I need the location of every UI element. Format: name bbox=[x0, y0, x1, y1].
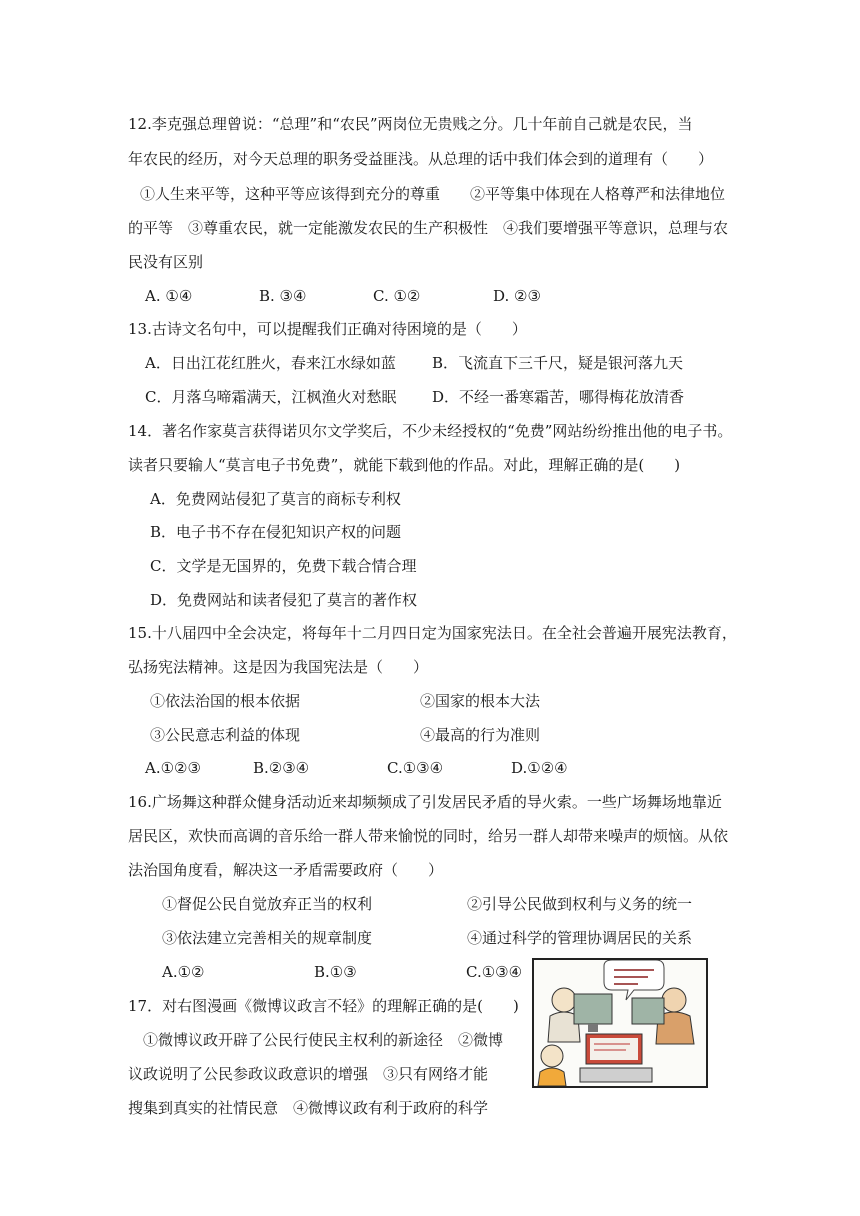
option-a[interactable]: A．免费网站侵犯了莫言的商标专利权 bbox=[150, 490, 401, 508]
statement-line: ①人生来平等，这种平等应该得到充分的尊重 ②平等集中体现在人格尊严和法律地位 bbox=[140, 185, 726, 203]
option-b[interactable]: B. ③④ bbox=[259, 287, 307, 305]
keyboard-icon bbox=[580, 1068, 652, 1082]
option-b[interactable]: B.①③ bbox=[314, 963, 357, 981]
option-a[interactable]: A.①② bbox=[162, 963, 205, 981]
speech-bubble bbox=[604, 960, 664, 1000]
option-c[interactable]: C. ①② bbox=[373, 287, 421, 305]
statement-item: ④最高的行为准则 bbox=[420, 726, 541, 744]
option-d[interactable]: D．不经一番寒霜苦，哪得梅花放清香 bbox=[432, 388, 685, 406]
citizen-head bbox=[541, 1045, 563, 1067]
option-c[interactable]: C.①③④ bbox=[387, 759, 444, 777]
statement-item: ①依法治国的根本依据 bbox=[150, 692, 301, 710]
statement-line: 民没有区别 bbox=[128, 253, 204, 271]
statement-item: ③公民意志利益的体现 bbox=[150, 726, 301, 744]
option-a[interactable]: A. ①④ bbox=[145, 287, 193, 305]
question-stem-line: 读者只要输人“莫言电子书免费”，就能下载到他的作品。对此，理解正确的是( ) bbox=[128, 456, 681, 474]
option-b[interactable]: B.②③④ bbox=[253, 759, 310, 777]
question-stem-line: 12.李克强总理曾说：“总理”和“农民”两岗位无贵贱之分。几十年前自己就是农民，当 bbox=[128, 115, 693, 133]
option-d[interactable]: D. ②③ bbox=[493, 287, 541, 305]
question-stem-line: 年农民的经历，对今天总理的职务受益匪浅。从总理的话中我们体会到的道理有（ ） bbox=[128, 150, 714, 168]
statement-item: ①督促公民自觉放弃正当的权利 bbox=[162, 895, 373, 913]
question-stem-line: 法治国角度看，解决这一矛盾需要政府（ ） bbox=[128, 861, 444, 879]
cartoon-drawing bbox=[534, 960, 706, 1086]
option-d[interactable]: D.①②④ bbox=[511, 759, 568, 777]
statement-line: ①微博议政开辟了公民行使民主权利的新途径 ②微博 bbox=[143, 1031, 504, 1049]
question-stem-line: 14．著名作家莫言获得诺贝尔文学奖后，不少未经授权的“免费”网站纷纷推出他的电子书。 bbox=[128, 422, 733, 440]
option-a[interactable]: A．日出江花红胜火，春来江水绿如蓝 bbox=[145, 354, 396, 372]
statement-line: 的平等 ③尊重农民，就一定能激发农民的生产积极性 ④我们要增强平等意识，总理与农 bbox=[128, 219, 729, 237]
option-c[interactable]: C．月落乌啼霜满天，江枫渔火对愁眠 bbox=[145, 388, 397, 406]
question-stem-line: 居民区，欢快而高调的音乐给一群人带来愉悦的同时，给另一群人却带来噪声的烦恼。从依 bbox=[128, 827, 729, 845]
monitor-icon bbox=[632, 998, 664, 1024]
option-c[interactable]: C．文学是无国界的，免费下载合情合理 bbox=[150, 557, 417, 575]
question-stem-line: 15.十八届四中全会决定，将每年十二月四日定为国家宪法日。在全社会普遍开展宪法教育， bbox=[128, 624, 737, 642]
statement-line: 搜集到真实的社情民意 ④微博议政有利于政府的科学 bbox=[128, 1099, 489, 1117]
statement-item: ④通过科学的管理协调居民的关系 bbox=[467, 929, 693, 947]
question-stem-line: 13.古诗文名句中，可以提醒我们正确对待困境的是（ ） bbox=[128, 320, 527, 338]
statement-line: 议政说明了公民参政议政意识的增强 ③只有网络才能 bbox=[128, 1065, 489, 1083]
official-head bbox=[552, 988, 576, 1012]
statement-item: ③依法建立完善相关的规章制度 bbox=[162, 929, 373, 947]
option-c[interactable]: C.①③④ bbox=[466, 963, 523, 981]
question-stem-line: 17．对右图漫画《微博议政言不轻》的理解正确的是( ) bbox=[128, 997, 519, 1015]
option-b[interactable]: B．飞流直下三千尺，疑是银河落九天 bbox=[432, 354, 684, 372]
statement-item: ②引导公民做到权利与义务的统一 bbox=[467, 895, 693, 913]
option-a[interactable]: A.①②③ bbox=[145, 759, 201, 777]
option-d[interactable]: D．免费网站和读者侵犯了莫言的著作权 bbox=[150, 591, 418, 609]
question-stem-line: 弘扬宪法精神。这是因为我国宪法是（ ） bbox=[128, 658, 429, 676]
question-stem-line: 16.广场舞这种群众健身活动近来却频频成了引发居民矛盾的导火索。一些广场舞场地靠近 bbox=[128, 793, 722, 811]
official-head bbox=[662, 988, 686, 1012]
cartoon-illustration bbox=[532, 958, 708, 1088]
statement-item: ②国家的根本大法 bbox=[420, 692, 541, 710]
option-b[interactable]: B．电子书不存在侵犯知识产权的问题 bbox=[150, 523, 402, 541]
monitor-icon bbox=[574, 994, 612, 1024]
